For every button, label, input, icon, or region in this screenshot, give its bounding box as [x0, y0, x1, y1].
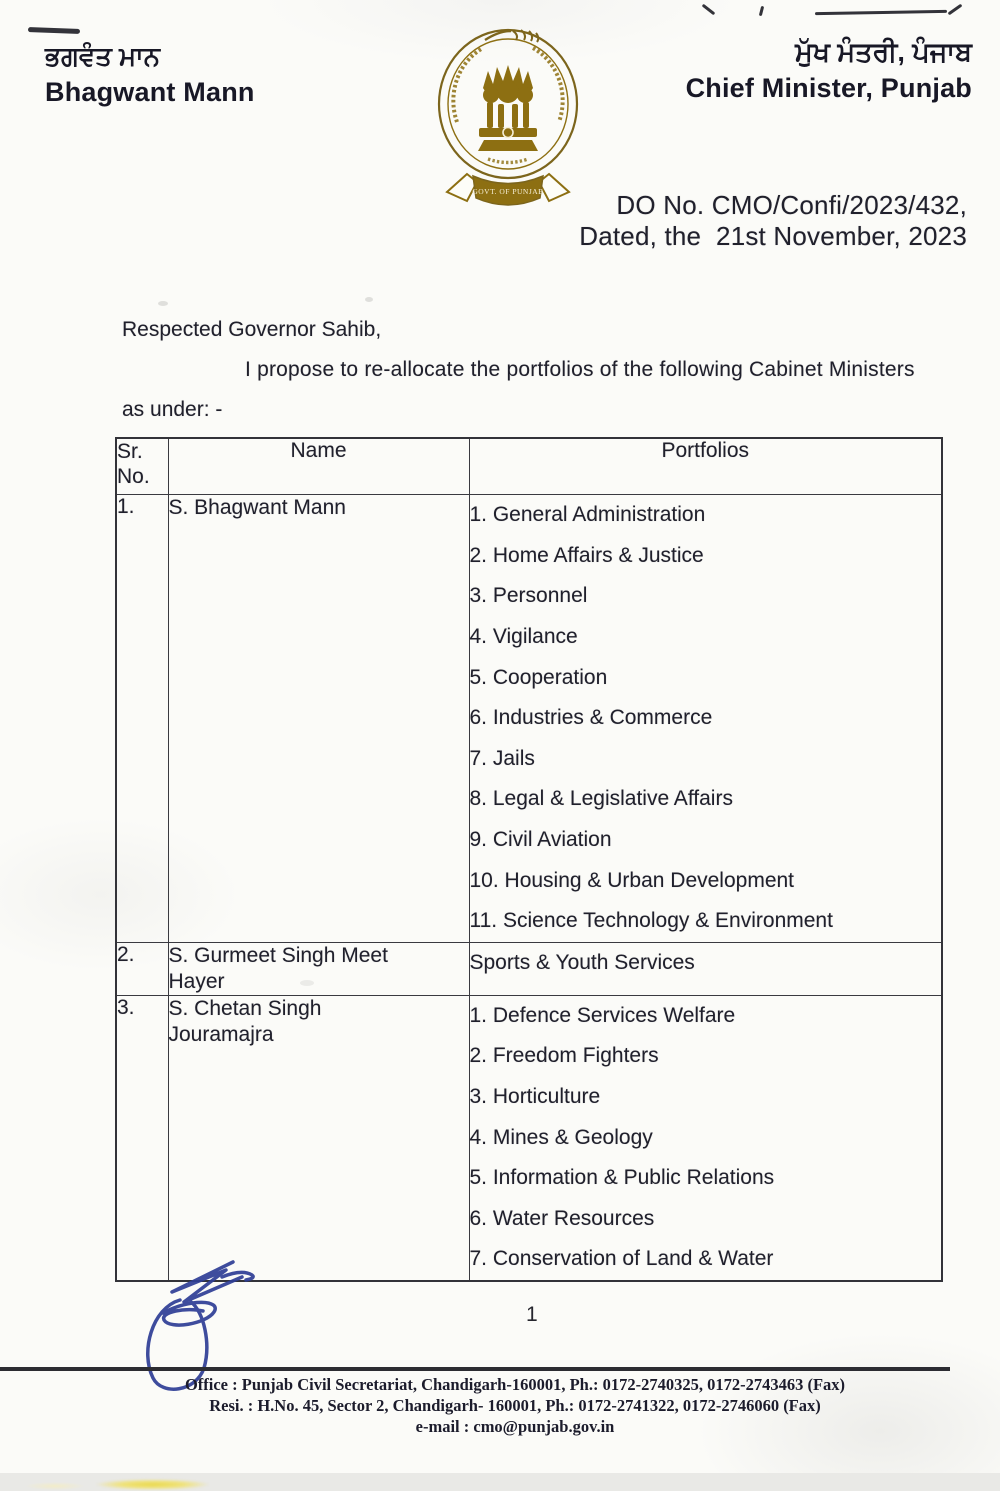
- sender-name-punjabi: ਭਗਵੰਤ ਮਾਨ: [45, 41, 160, 71]
- scan-mark-top-left: [28, 27, 80, 34]
- minister-name: S. Bhagwant Mann: [168, 496, 346, 519]
- sender-name-english: Bhagwant Mann: [45, 76, 255, 107]
- portfolio-item: 2. Home Affairs & Justice: [469, 543, 704, 567]
- header-sr-no: [116, 438, 168, 495]
- header-sr-line1: Sr.: [117, 440, 143, 463]
- cm-title-english: Chief Minister, Punjab: [685, 72, 972, 103]
- do-number: DO No. CMO/Confi/2023/432,: [616, 190, 967, 220]
- portfolio-item: 3. Personnel: [469, 584, 588, 608]
- scan-mark-slash: [948, 4, 963, 16]
- as-under-line: as under: -: [122, 398, 223, 421]
- row1-portfolios: [469, 495, 942, 943]
- portfolio-item: 11. Science Technology & Environment: [469, 909, 833, 933]
- recipient-title-block: [686, 36, 972, 106]
- row3-name: [168, 995, 469, 1281]
- row1-sr: 1.: [116, 495, 168, 943]
- letter-date: Dated, the 21st November, 2023: [579, 221, 967, 251]
- scan-mark-tick: [759, 6, 764, 16]
- footer-residence-line: Resi. : H.No. 45, Sector 2, Chandigarh- 160001, Ph.: 0172-2741322, 0172-2746060 (Fax): [209, 1396, 821, 1415]
- sender-name-block: [45, 40, 255, 109]
- portfolio-item: 6. Water Resources: [469, 1206, 655, 1230]
- punjab-government-emblem: [433, 24, 583, 216]
- portfolio-item: 5. Cooperation: [469, 665, 608, 689]
- row3-sr: 3.: [116, 995, 168, 1281]
- footer-rule: [0, 1367, 950, 1371]
- portfolio-table: [115, 437, 943, 1282]
- scan-smudge: [365, 297, 373, 302]
- row2-name: [168, 942, 469, 995]
- portfolio-item: 7. Jails: [469, 746, 535, 770]
- portfolio-item: 8. Legal & Legislative Affairs: [469, 787, 733, 811]
- footer-contact-block: [75, 1374, 955, 1437]
- header-sr-line2: No.: [117, 465, 150, 488]
- yellow-highlight-smudge: [95, 1479, 210, 1490]
- portfolio-item: 1. Defence Services Welfare: [469, 1003, 736, 1027]
- footer-email-line: e-mail : cmo@punjab.gov.in: [415, 1417, 615, 1436]
- reference-block: [579, 190, 967, 252]
- portfolio-item: 5. Information & Public Relations: [469, 1166, 775, 1190]
- row2-sr: 2.: [116, 942, 168, 995]
- salutation: Respected Governor Sahib,: [122, 318, 382, 341]
- row2-portfolios: [469, 942, 942, 995]
- table-row: [116, 495, 942, 943]
- yellow-highlight-smudge: [25, 1482, 85, 1490]
- emblem-bottom-text: [488, 159, 528, 163]
- emblem-outer-ring: [439, 30, 577, 178]
- portfolio-item: 1. General Administration: [469, 503, 706, 527]
- portfolio-item: 10. Housing & Urban Development: [469, 868, 795, 892]
- portfolio-item: Sports & Youth Services: [469, 950, 695, 974]
- table-row: [116, 995, 942, 1281]
- portfolio-item: 3. Horticulture: [469, 1085, 601, 1109]
- emblem-side-text-left: [453, 48, 483, 122]
- scan-mark-horizontal-line: [815, 10, 947, 15]
- table-header-row: [116, 438, 942, 495]
- emblem-ribbon-text: GOVT. OF PUNJAB: [472, 187, 544, 196]
- row1-name: [168, 495, 469, 943]
- portfolio-item: 4. Mines & Geology: [469, 1125, 653, 1149]
- row3-portfolios: [469, 995, 942, 1281]
- table-row: [116, 942, 942, 995]
- scan-smudge: [158, 301, 168, 306]
- page-number: 1: [526, 1303, 538, 1326]
- portfolio-item: 4. Vigilance: [469, 625, 578, 649]
- minister-name: S. Gurmeet Singh Meet Hayer: [168, 943, 388, 993]
- portfolio-item: 2. Freedom Fighters: [469, 1044, 659, 1068]
- portfolio-item: 6. Industries & Commerce: [469, 706, 713, 730]
- footer-office-line: Office : Punjab Civil Secretariat, Chandigarh-160001, Ph.: 0172-2740325, 0172-2743463 (Fax): [184, 1375, 846, 1394]
- scan-mark-backslash: [702, 4, 716, 16]
- portfolio-item: 9. Civil Aviation: [469, 828, 612, 852]
- emblem-side-text-right: [533, 48, 563, 122]
- portfolio-item: 7. Conservation of Land & Water: [469, 1247, 774, 1271]
- minister-name: S. Chetan Singh Jouramajra: [168, 996, 322, 1046]
- header-name: Name: [168, 438, 469, 495]
- cm-title-punjabi: ਮੁੱਖ ਮੰਤਰੀ, ਪੰਜਾਬ: [795, 37, 972, 67]
- header-portfolios: Portfolios: [469, 438, 942, 495]
- intro-line: I propose to re-allocate the portfolios of the following Cabinet Ministers: [245, 358, 915, 381]
